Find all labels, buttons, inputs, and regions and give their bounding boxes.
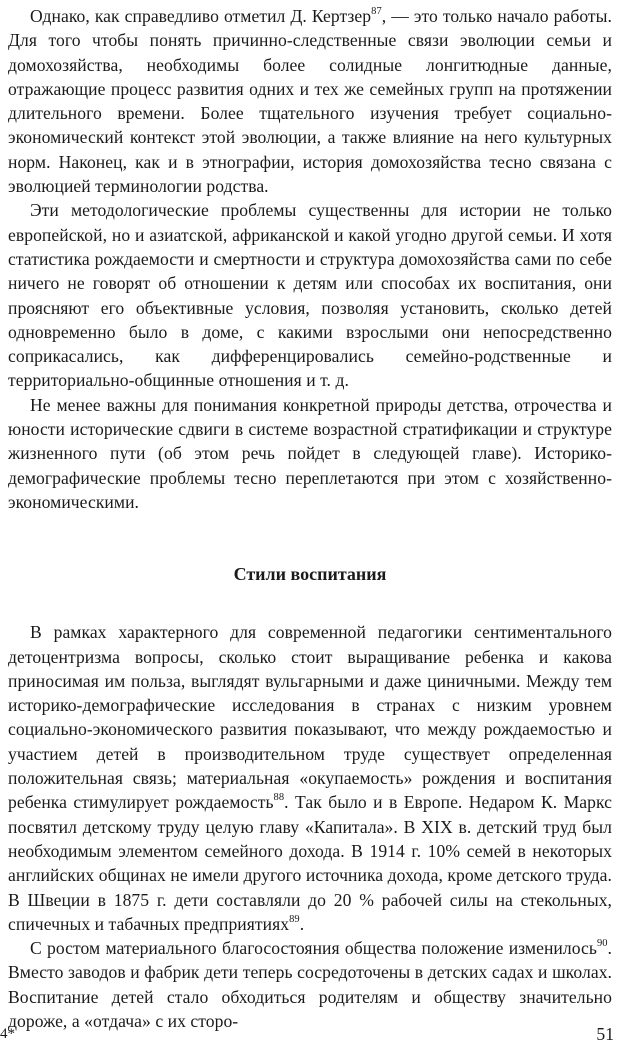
text-run: , — это только начало работы. Для того чтобы понять причинно-следственные связи эволюции семьи и домохозяйства, необходимы более солидные лонгитюдные данные, отражающие процесс развития одних и тех же семейных групп на протяжении длительного времени. Более тщательного изучения требует социально-экономический контекст этой эволюции, а также влияние на него культурных норм. Наконец, как и в этнографии, история домохозяйства тесно связана с эволюцией терминологии родства.: [8, 6, 612, 197]
paragraph: [8, 936, 612, 1033]
footnote-ref: 88: [273, 792, 285, 804]
signature-mark: 4*: [0, 1026, 15, 1042]
text-run: . Так было и в Европе. Недаром К. Маркс посвятил детскому труду целую главу «Капитала». В XIX в. детский труд был необходимым элементом семейного дохода. В 1914 г. 10% семей в некоторых английских общинах не имели другого источника дохода, кроме детского труда. В Швеции в 1875 г. дети составляли до 20 % рабочей силы на стекольных, спичечных и табачных предприятиях: [8, 792, 612, 934]
page-content: [8, 4, 612, 1033]
text-run: С ростом материального благосостояния общества положение изменилось: [30, 938, 597, 959]
text-run: .: [299, 913, 305, 934]
paragraph: [8, 620, 612, 936]
body-text-top: [8, 4, 612, 514]
footnote-ref: 90: [596, 938, 608, 950]
footnote-ref: 87: [371, 6, 382, 18]
text-run: Эти методологические проблемы существенны для истории не только европейской, но и азиатской, африканской и какой угодно другой семьи. И хотя статистика рождаемости и смертности и структура домохозяйства сами по себе ничего не говорят об отношении к детям или способах их воспитания, они проясняют его объективные условия, позволяя установить, сколько детей одновременно было в доме, с какими взрослыми они непосредственно соприкасались, как дифференцировались семейно-родственные и территориально-общинные отношения и т. д.: [8, 200, 612, 391]
text-run: В рамках характерного для современной педагогики сентиментального детоцентризма вопросы, сколько стоит выращивание ребенка и какова приносимая им польза, выглядят вульгарными и даже циничными. Между тем историко-демографические исследования в странах с низким уровнем социально-экономического развития показывают, что между рождаемостью и участием детей в производительном труде существует определенная положительная связь; материальная «окупаемость» рождения и воспитания ребенка стимулирует рождаемость: [8, 622, 612, 813]
section-heading: Стили воспитания: [233, 564, 387, 585]
paragraph: [8, 393, 612, 514]
paragraph: [8, 4, 612, 198]
text-run: Не менее важны для понимания конкретной природы детства, отрочества и юности исторические сдвиги в системе возрастной стратификации и структуре жизненного пути (об этом речь пойдет в следующей главе). Историко-демографические проблемы тесно переплетаются при этом с хозяйственно-экономическими.: [8, 394, 612, 512]
footnote-ref: 89: [289, 913, 300, 925]
text-run: Однако, как справедливо отметил Д. Кертзер: [30, 6, 372, 26]
body-text-bottom: [8, 620, 612, 1033]
paragraph: [8, 198, 612, 392]
page-number: 51: [596, 1024, 614, 1044]
text-run: . Вместо заводов и фабрик дети теперь сосредоточены в детских садах и школах. Воспитание детей стало обходиться родителям и обществу значительно дороже, а «отдача» с их сторо-: [8, 938, 612, 1031]
